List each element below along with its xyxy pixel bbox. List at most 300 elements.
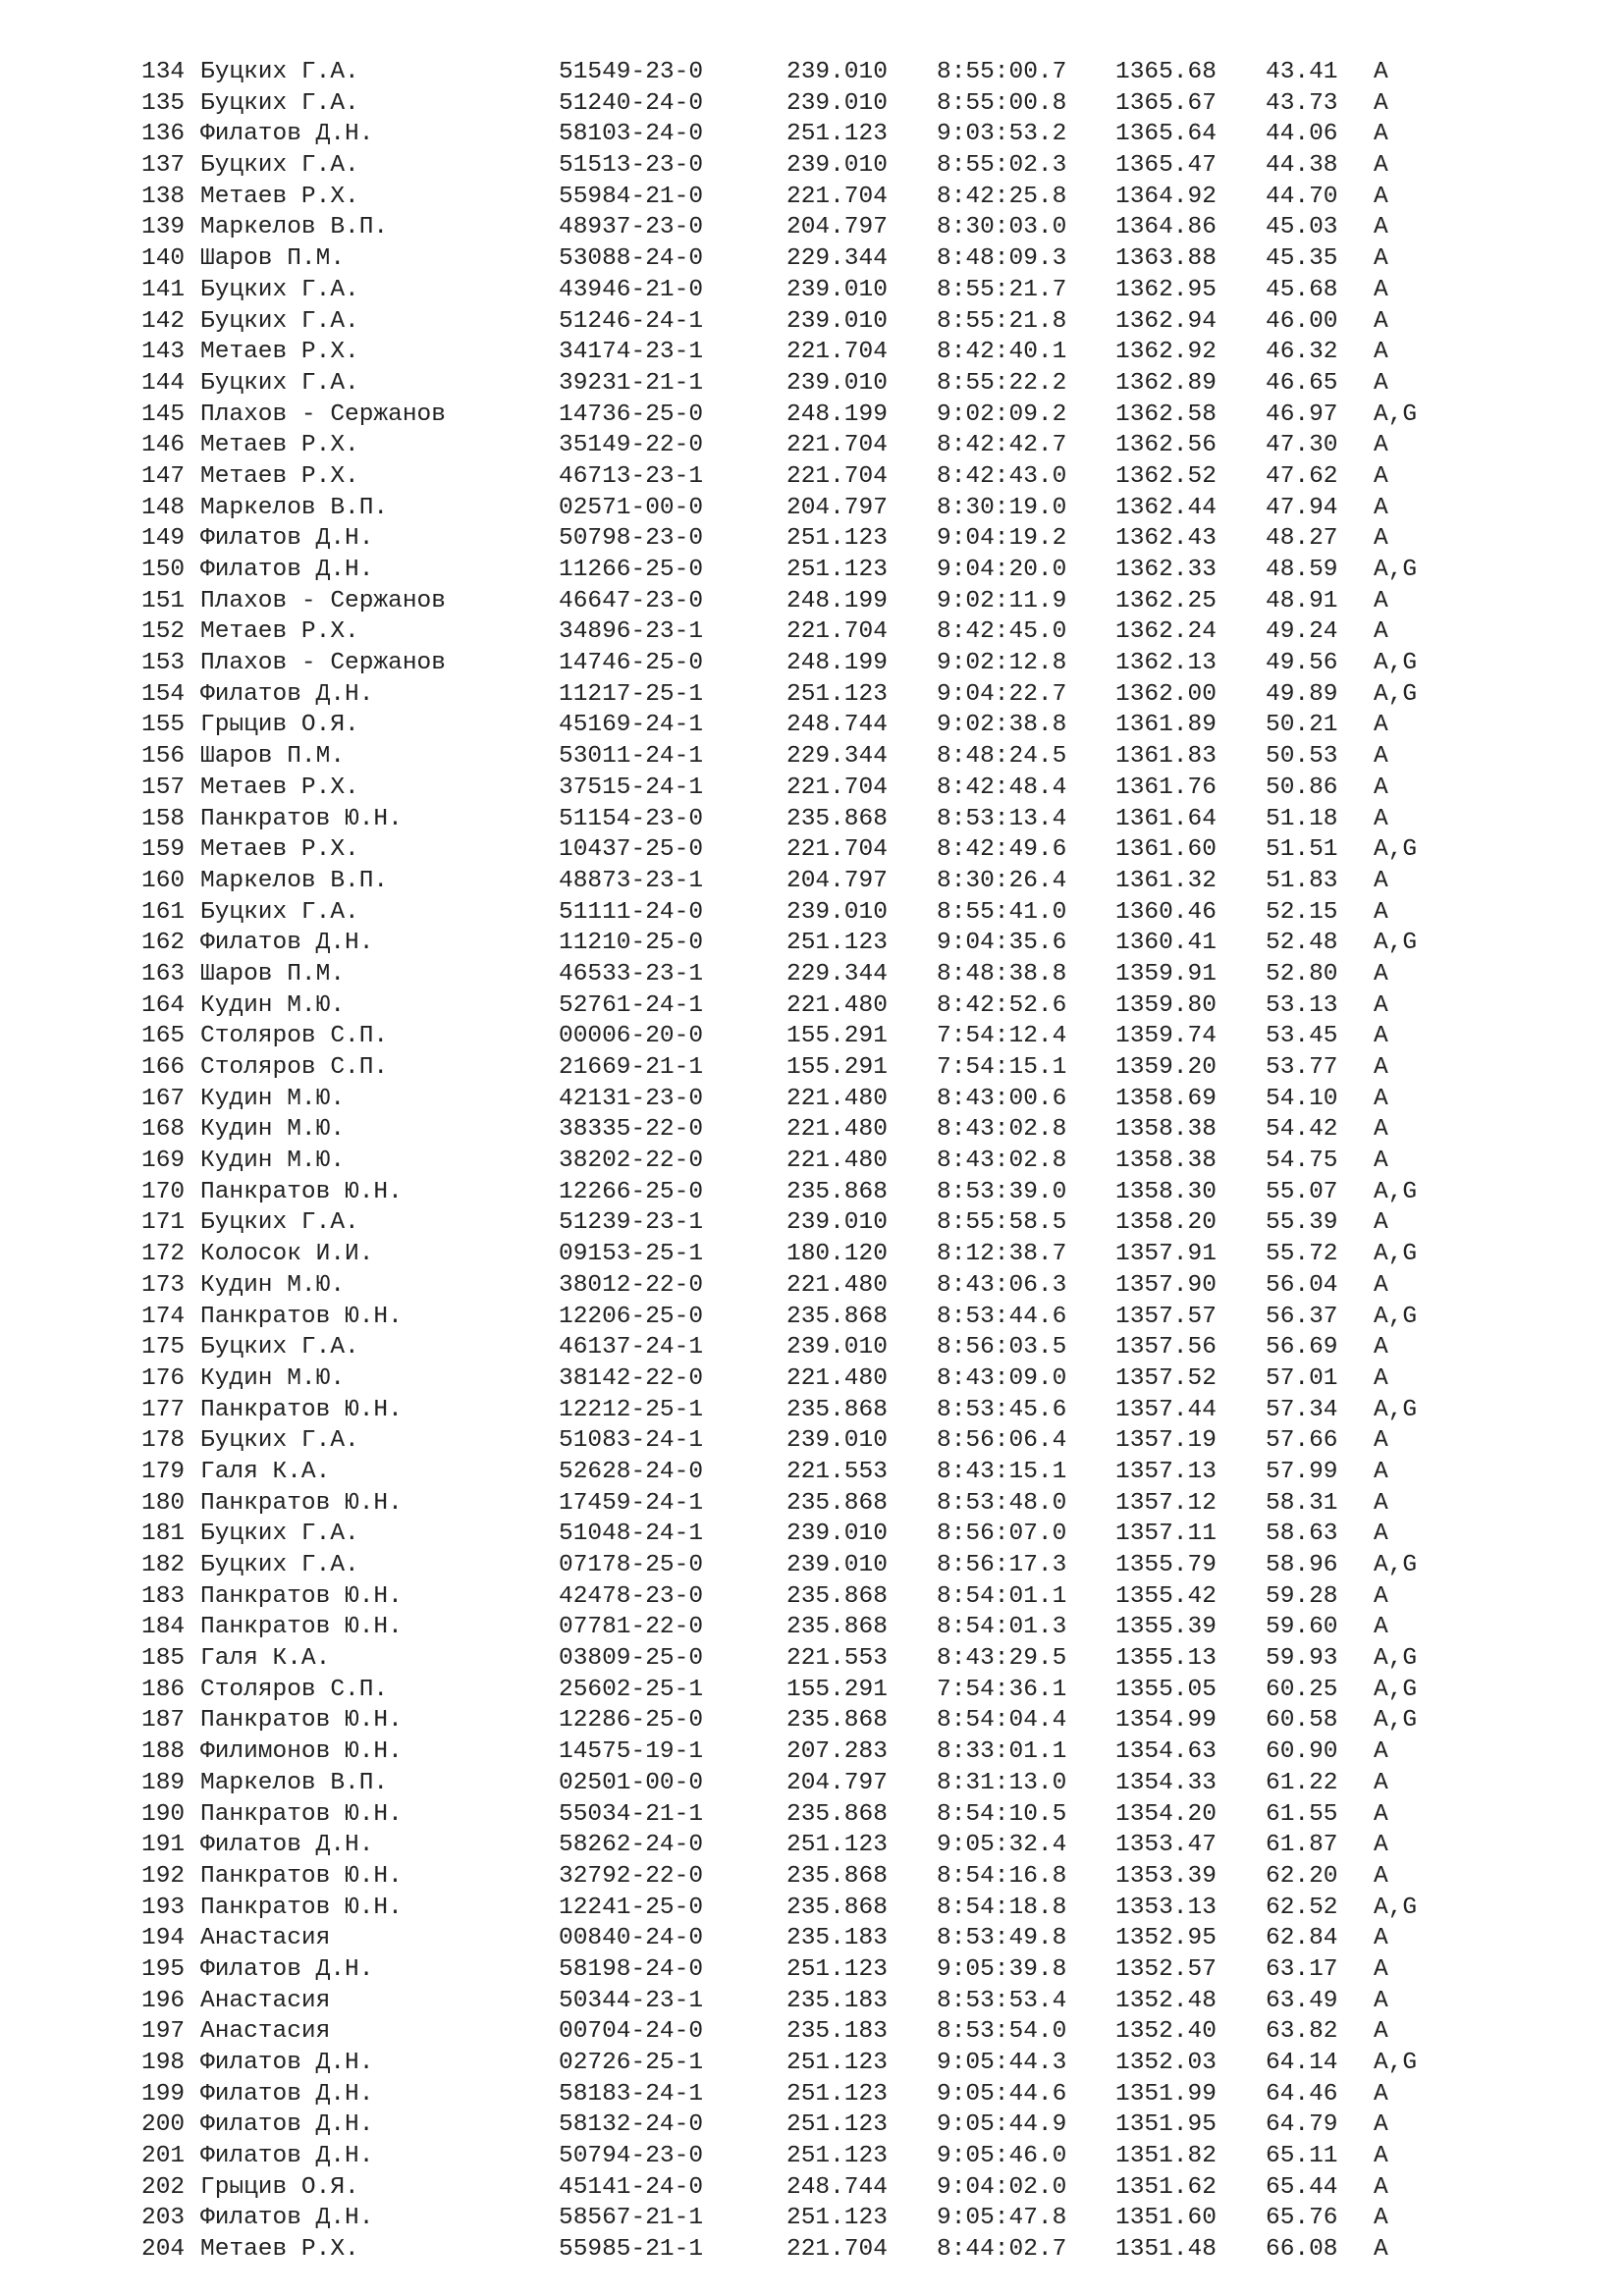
coefficient-cell: 45.35 (1266, 245, 1338, 273)
rank-cell: 173 (141, 1271, 186, 1299)
flags-cell: A,G (1374, 1303, 1418, 1330)
coefficient-cell: 60.90 (1266, 1738, 1338, 1766)
ring-number-cell: 38142-22-0 (559, 1364, 704, 1392)
speed-cell: 1354.20 (1115, 1800, 1217, 1828)
distance-cell: 239.010 (786, 1427, 888, 1455)
coefficient-cell: 46.97 (1266, 400, 1338, 428)
ring-number-cell: 07781-22-0 (559, 1614, 704, 1641)
table-row (141, 1207, 1417, 1239)
ring-number-cell: 11266-25-0 (559, 557, 704, 583)
name-cell: Буцких Г.А. (200, 1427, 359, 1455)
ring-number-cell: 52628-24-0 (559, 1458, 704, 1485)
distance-cell: 235.868 (786, 1614, 888, 1641)
rank-cell: 161 (141, 898, 186, 926)
distance-cell: 239.010 (786, 307, 888, 335)
time-cell: 8:54:16.8 (937, 1862, 1067, 1890)
coefficient-cell: 55.72 (1266, 1241, 1338, 1268)
ring-number-cell: 37515-24-1 (559, 774, 704, 801)
table-row (141, 523, 1417, 555)
ring-number-cell: 46713-23-1 (559, 462, 704, 490)
speed-cell: 1360.46 (1115, 898, 1217, 926)
ring-number-cell: 55985-21-1 (559, 2236, 704, 2264)
rank-cell: 202 (141, 2173, 186, 2201)
speed-cell: 1357.90 (1115, 1271, 1217, 1299)
flags-cell: A (1374, 1364, 1388, 1392)
speed-cell: 1365.64 (1115, 121, 1217, 148)
coefficient-cell: 65.44 (1266, 2173, 1338, 2201)
distance-cell: 251.123 (786, 930, 888, 957)
flags-cell: A (1374, 960, 1388, 988)
speed-cell: 1362.89 (1115, 369, 1217, 397)
name-cell: Буцких Г.А. (200, 307, 359, 335)
time-cell: 9:03:53.2 (937, 121, 1067, 148)
time-cell: 8:53:48.0 (937, 1489, 1067, 1517)
results-table (141, 57, 1417, 2266)
name-cell: Панкратов Ю.Н. (200, 1707, 403, 1735)
rank-cell: 188 (141, 1738, 186, 1766)
table-row (141, 1363, 1417, 1395)
flags-cell: A (1374, 59, 1388, 85)
rank-cell: 185 (141, 1645, 186, 1673)
table-row (141, 1457, 1417, 1488)
coefficient-cell: 44.38 (1266, 152, 1338, 180)
time-cell: 8:53:13.4 (937, 805, 1067, 832)
distance-cell: 235.868 (786, 1800, 888, 1828)
name-cell: Кудин М.Ю. (200, 991, 346, 1019)
table-row (141, 1923, 1417, 1954)
speed-cell: 1353.39 (1115, 1862, 1217, 1890)
speed-cell: 1354.63 (1115, 1738, 1217, 1766)
distance-cell: 251.123 (786, 557, 888, 583)
rank-cell: 181 (141, 1521, 186, 1548)
ring-number-cell: 12206-25-0 (559, 1303, 704, 1330)
time-cell: 9:02:09.2 (937, 400, 1067, 428)
ring-number-cell: 10437-25-0 (559, 836, 704, 864)
coefficient-cell: 50.53 (1266, 743, 1338, 771)
table-row (141, 804, 1417, 835)
ring-number-cell: 51239-23-1 (559, 1209, 704, 1237)
time-cell: 8:30:03.0 (937, 214, 1067, 241)
name-cell: Плахов - Сержанов (200, 650, 446, 677)
rank-cell: 182 (141, 1552, 186, 1578)
table-row (141, 1114, 1417, 1146)
distance-cell: 239.010 (786, 1209, 888, 1237)
coefficient-cell: 49.56 (1266, 650, 1338, 677)
time-cell: 8:31:13.0 (937, 1769, 1067, 1796)
name-cell: Кудин М.Ю. (200, 1116, 346, 1144)
rank-cell: 144 (141, 369, 186, 397)
name-cell: Метаев Р.Х. (200, 183, 359, 210)
time-cell: 8:54:01.3 (937, 1614, 1067, 1641)
rank-cell: 147 (141, 462, 186, 490)
distance-cell: 235.183 (786, 1987, 888, 2014)
speed-cell: 1360.41 (1115, 930, 1217, 957)
speed-cell: 1357.56 (1115, 1334, 1217, 1362)
table-row (141, 119, 1417, 150)
speed-cell: 1359.74 (1115, 1023, 1217, 1050)
coefficient-cell: 51.83 (1266, 867, 1338, 894)
coefficient-cell: 57.34 (1266, 1396, 1338, 1423)
table-row (141, 1302, 1417, 1333)
time-cell: 8:53:44.6 (937, 1303, 1067, 1330)
speed-cell: 1365.68 (1115, 59, 1217, 85)
distance-cell: 221.480 (786, 1116, 888, 1144)
flags-cell: A,G (1374, 650, 1418, 677)
name-cell: Панкратов Ю.Н. (200, 1303, 403, 1330)
ring-number-cell: 07178-25-0 (559, 1552, 704, 1578)
distance-cell: 235.868 (786, 1894, 888, 1921)
rank-cell: 201 (141, 2143, 186, 2170)
time-cell: 8:55:58.5 (937, 1209, 1067, 1237)
speed-cell: 1361.89 (1115, 712, 1217, 739)
rank-cell: 195 (141, 1955, 186, 1983)
time-cell: 9:05:44.3 (937, 2050, 1067, 2076)
name-cell: Кудин М.Ю. (200, 1085, 346, 1112)
time-cell: 8:55:21.8 (937, 307, 1067, 335)
table-row (141, 2234, 1417, 2266)
name-cell: Галя К.А. (200, 1645, 331, 1673)
ring-number-cell: 46137-24-1 (559, 1334, 704, 1362)
distance-cell: 204.797 (786, 214, 888, 241)
table-row (141, 648, 1417, 679)
coefficient-cell: 47.62 (1266, 462, 1338, 490)
time-cell: 9:04:35.6 (937, 930, 1067, 957)
rank-cell: 193 (141, 1894, 186, 1921)
flags-cell: A (1374, 2173, 1388, 2201)
ring-number-cell: 32792-22-0 (559, 1862, 704, 1890)
distance-cell: 235.183 (786, 1925, 888, 1952)
time-cell: 8:48:09.3 (937, 245, 1067, 273)
table-row (141, 2048, 1417, 2079)
coefficient-cell: 48.91 (1266, 587, 1338, 614)
coefficient-cell: 61.87 (1266, 1832, 1338, 1859)
time-cell: 9:05:47.8 (937, 2205, 1067, 2232)
rank-cell: 196 (141, 1987, 186, 2014)
time-cell: 9:05:39.8 (937, 1955, 1067, 1983)
flags-cell: A (1374, 1614, 1388, 1641)
flags-cell: A (1374, 369, 1388, 397)
rank-cell: 141 (141, 276, 186, 303)
name-cell: Филатов Д.Н. (200, 930, 374, 957)
ring-number-cell: 25602-25-1 (559, 1676, 704, 1703)
speed-cell: 1362.00 (1115, 680, 1217, 708)
speed-cell: 1355.13 (1115, 1645, 1217, 1673)
coefficient-cell: 56.69 (1266, 1334, 1338, 1362)
coefficient-cell: 62.52 (1266, 1894, 1338, 1921)
name-cell: Филатов Д.Н. (200, 2205, 374, 2232)
time-cell: 7:54:36.1 (937, 1676, 1067, 1703)
ring-number-cell: 39231-21-1 (559, 369, 704, 397)
ring-number-cell: 45141-24-0 (559, 2173, 704, 2201)
speed-cell: 1351.60 (1115, 2205, 1217, 2232)
time-cell: 9:05:44.9 (937, 2111, 1067, 2139)
flags-cell: A (1374, 1271, 1388, 1299)
flags-cell: A (1374, 89, 1388, 117)
table-row (141, 1768, 1417, 1799)
distance-cell: 239.010 (786, 898, 888, 926)
table-row (141, 182, 1417, 213)
distance-cell: 235.868 (786, 1582, 888, 1610)
table-row (141, 1425, 1417, 1457)
table-row (141, 897, 1417, 929)
flags-cell: A (1374, 152, 1388, 180)
ring-number-cell: 42478-23-0 (559, 1582, 704, 1610)
rank-cell: 135 (141, 89, 186, 117)
ring-number-cell: 50798-23-0 (559, 525, 704, 553)
table-row (141, 1893, 1417, 1924)
ring-number-cell: 51246-24-1 (559, 307, 704, 335)
ring-number-cell: 09153-25-1 (559, 1241, 704, 1268)
rank-cell: 169 (141, 1148, 186, 1175)
time-cell: 8:42:40.1 (937, 339, 1067, 366)
flags-cell: A (1374, 276, 1388, 303)
time-cell: 8:56:03.5 (937, 1334, 1067, 1362)
coefficient-cell: 62.84 (1266, 1925, 1338, 1952)
name-cell: Грыцив О.Я. (200, 712, 359, 739)
table-row (141, 1705, 1417, 1736)
ring-number-cell: 58262-24-0 (559, 1832, 704, 1859)
time-cell: 8:55:00.8 (937, 89, 1067, 117)
flags-cell: A (1374, 867, 1388, 894)
table-row (141, 1550, 1417, 1581)
ring-number-cell: 58567-21-1 (559, 2205, 704, 2232)
time-cell: 8:55:22.2 (937, 369, 1067, 397)
distance-cell: 235.868 (786, 1707, 888, 1735)
ring-number-cell: 48937-23-0 (559, 214, 704, 241)
ring-number-cell: 45169-24-1 (559, 712, 704, 739)
speed-cell: 1357.52 (1115, 1364, 1217, 1392)
name-cell: Анастасия (200, 2018, 331, 2046)
name-cell: Филатов Д.Н. (200, 525, 374, 553)
ring-number-cell: 43946-21-0 (559, 276, 704, 303)
distance-cell: 235.868 (786, 1396, 888, 1423)
speed-cell: 1359.80 (1115, 991, 1217, 1019)
distance-cell: 251.123 (786, 2143, 888, 2170)
ring-number-cell: 51048-24-1 (559, 1521, 704, 1548)
table-row (141, 1736, 1417, 1768)
coefficient-cell: 61.22 (1266, 1769, 1338, 1796)
coefficient-cell: 64.79 (1266, 2111, 1338, 2139)
coefficient-cell: 65.76 (1266, 2205, 1338, 2232)
speed-cell: 1357.13 (1115, 1458, 1217, 1485)
distance-cell: 239.010 (786, 369, 888, 397)
time-cell: 8:42:43.0 (937, 462, 1067, 490)
ring-number-cell: 12212-25-1 (559, 1396, 704, 1423)
speed-cell: 1362.44 (1115, 494, 1217, 521)
name-cell: Шаров П.М. (200, 245, 346, 273)
time-cell: 9:04:20.0 (937, 557, 1067, 583)
rank-cell: 166 (141, 1054, 186, 1081)
coefficient-cell: 43.73 (1266, 89, 1338, 117)
name-cell: Филатов Д.Н. (200, 121, 374, 148)
time-cell: 9:04:02.0 (937, 2173, 1067, 2201)
rank-cell: 157 (141, 774, 186, 801)
ring-number-cell: 35149-22-0 (559, 432, 704, 459)
rank-cell: 142 (141, 307, 186, 335)
ring-number-cell: 00704-24-0 (559, 2018, 704, 2046)
distance-cell: 221.480 (786, 1085, 888, 1112)
speed-cell: 1362.43 (1115, 525, 1217, 553)
flags-cell: A (1374, 2205, 1388, 2232)
name-cell: Метаев Р.Х. (200, 836, 359, 864)
distance-cell: 204.797 (786, 494, 888, 521)
flags-cell: A,G (1374, 1676, 1418, 1703)
name-cell: Панкратов Ю.Н. (200, 1396, 403, 1423)
rank-cell: 138 (141, 183, 186, 210)
ring-number-cell: 58103-24-0 (559, 121, 704, 148)
flags-cell: A,G (1374, 1178, 1418, 1205)
speed-cell: 1365.47 (1115, 152, 1217, 180)
time-cell: 8:30:26.4 (937, 867, 1067, 894)
distance-cell: 235.868 (786, 1303, 888, 1330)
flags-cell: A (1374, 2080, 1388, 2108)
table-row (141, 586, 1417, 617)
coefficient-cell: 63.82 (1266, 2018, 1338, 2046)
coefficient-cell: 52.80 (1266, 960, 1338, 988)
name-cell: Столяров С.П. (200, 1054, 389, 1081)
speed-cell: 1363.88 (1115, 245, 1217, 273)
distance-cell: 155.291 (786, 1054, 888, 1081)
time-cell: 9:02:12.8 (937, 650, 1067, 677)
table-row (141, 773, 1417, 804)
time-cell: 9:04:22.7 (937, 680, 1067, 708)
coefficient-cell: 54.42 (1266, 1116, 1338, 1144)
distance-cell: 221.553 (786, 1458, 888, 1485)
rank-cell: 167 (141, 1085, 186, 1112)
speed-cell: 1362.56 (1115, 432, 1217, 459)
rank-cell: 140 (141, 245, 186, 273)
speed-cell: 1357.91 (1115, 1241, 1217, 1268)
coefficient-cell: 57.66 (1266, 1427, 1338, 1455)
flags-cell: A (1374, 1489, 1388, 1517)
time-cell: 8:53:49.8 (937, 1925, 1067, 1952)
time-cell: 8:48:24.5 (937, 743, 1067, 771)
speed-cell: 1358.20 (1115, 1209, 1217, 1237)
distance-cell: 251.123 (786, 2205, 888, 2232)
time-cell: 8:42:25.8 (937, 183, 1067, 210)
flags-cell: A (1374, 214, 1388, 241)
name-cell: Панкратов Ю.Н. (200, 1862, 403, 1890)
table-row (141, 741, 1417, 773)
time-cell: 8:54:04.4 (937, 1707, 1067, 1735)
name-cell: Метаев Р.Х. (200, 462, 359, 490)
speed-cell: 1358.38 (1115, 1116, 1217, 1144)
name-cell: Панкратов Ю.Н. (200, 1489, 403, 1517)
table-row (141, 1395, 1417, 1426)
speed-cell: 1353.13 (1115, 1894, 1217, 1921)
rank-cell: 172 (141, 1241, 186, 1268)
time-cell: 8:56:17.3 (937, 1552, 1067, 1578)
rank-cell: 177 (141, 1396, 186, 1423)
speed-cell: 1357.57 (1115, 1303, 1217, 1330)
coefficient-cell: 65.11 (1266, 2143, 1338, 2170)
name-cell: Кудин М.Ю. (200, 1271, 346, 1299)
distance-cell: 204.797 (786, 867, 888, 894)
coefficient-cell: 60.25 (1266, 1676, 1338, 1703)
table-row (141, 1519, 1417, 1550)
name-cell: Панкратов Ю.Н. (200, 1800, 403, 1828)
flags-cell: A (1374, 1458, 1388, 1485)
rank-cell: 194 (141, 1925, 186, 1952)
coefficient-cell: 55.07 (1266, 1178, 1338, 1205)
coefficient-cell: 51.18 (1266, 805, 1338, 832)
table-row (141, 430, 1417, 461)
flags-cell: A (1374, 183, 1388, 210)
table-row (141, 2109, 1417, 2141)
table-row (141, 400, 1417, 431)
flags-cell: A (1374, 2143, 1388, 2170)
speed-cell: 1361.32 (1115, 867, 1217, 894)
speed-cell: 1353.47 (1115, 1832, 1217, 1859)
ring-number-cell: 03809-25-0 (559, 1645, 704, 1673)
coefficient-cell: 56.04 (1266, 1271, 1338, 1299)
speed-cell: 1361.64 (1115, 805, 1217, 832)
name-cell: Буцких Г.А. (200, 276, 359, 303)
time-cell: 8:12:38.7 (937, 1241, 1067, 1268)
rank-cell: 170 (141, 1178, 186, 1205)
time-cell: 8:55:21.7 (937, 276, 1067, 303)
ring-number-cell: 51513-23-0 (559, 152, 704, 180)
time-cell: 8:43:09.0 (937, 1364, 1067, 1392)
ring-number-cell: 00840-24-0 (559, 1925, 704, 1952)
name-cell: Буцких Г.А. (200, 1209, 359, 1237)
table-row (141, 1861, 1417, 1893)
flags-cell: A,G (1374, 836, 1418, 864)
flags-cell: A,G (1374, 2050, 1418, 2076)
distance-cell: 248.744 (786, 712, 888, 739)
time-cell: 8:42:49.6 (937, 836, 1067, 864)
rank-cell: 175 (141, 1334, 186, 1362)
name-cell: Буцких Г.А. (200, 1552, 359, 1578)
speed-cell: 1354.33 (1115, 1769, 1217, 1796)
flags-cell: A (1374, 1209, 1388, 1237)
time-cell: 8:53:39.0 (937, 1178, 1067, 1205)
table-row (141, 461, 1417, 493)
distance-cell: 155.291 (786, 1676, 888, 1703)
coefficient-cell: 43.41 (1266, 59, 1338, 85)
table-row (141, 1488, 1417, 1520)
flags-cell: A (1374, 1955, 1388, 1983)
speed-cell: 1362.25 (1115, 587, 1217, 614)
coefficient-cell: 62.20 (1266, 1862, 1338, 1890)
table-row (141, 679, 1417, 711)
time-cell: 8:43:00.6 (937, 1085, 1067, 1112)
rank-cell: 156 (141, 743, 186, 771)
rank-cell: 190 (141, 1800, 186, 1828)
rank-cell: 189 (141, 1769, 186, 1796)
flags-cell: A (1374, 712, 1388, 739)
table-row (141, 710, 1417, 741)
rank-cell: 204 (141, 2236, 186, 2264)
ring-number-cell: 34174-23-1 (559, 339, 704, 366)
speed-cell: 1357.11 (1115, 1521, 1217, 1548)
rank-cell: 186 (141, 1676, 186, 1703)
time-cell: 7:54:12.4 (937, 1023, 1067, 1050)
speed-cell: 1362.95 (1115, 276, 1217, 303)
time-cell: 8:55:41.0 (937, 898, 1067, 926)
distance-cell: 204.797 (786, 1769, 888, 1796)
rank-cell: 163 (141, 960, 186, 988)
speed-cell: 1359.91 (1115, 960, 1217, 988)
table-row (141, 1084, 1417, 1115)
flags-cell: A (1374, 1800, 1388, 1828)
distance-cell: 229.344 (786, 743, 888, 771)
table-row (141, 1146, 1417, 1177)
time-cell: 8:43:06.3 (937, 1271, 1067, 1299)
rank-cell: 200 (141, 2111, 186, 2139)
coefficient-cell: 53.45 (1266, 1023, 1338, 1050)
flags-cell: A,G (1374, 680, 1418, 708)
